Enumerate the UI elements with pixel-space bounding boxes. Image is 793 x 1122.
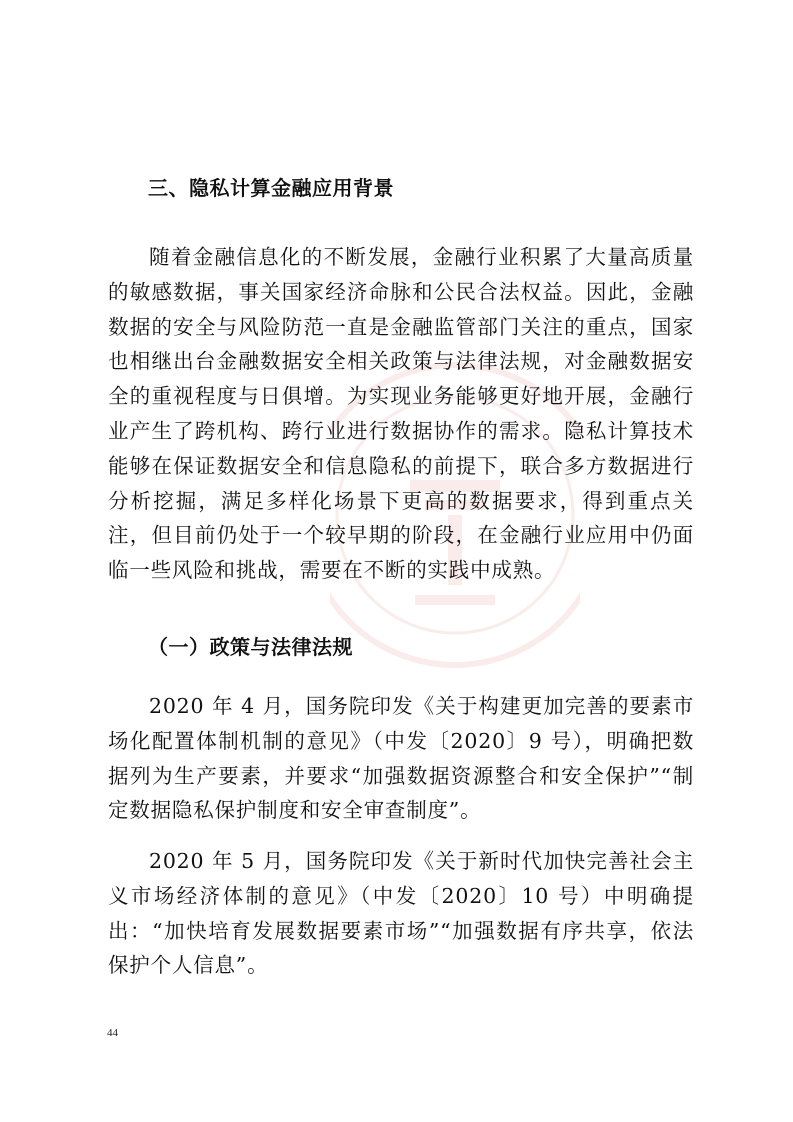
section-heading: 三、隐私计算金融应用背景 (148, 176, 394, 200)
policy-paragraph-2: 2020 年 5 月，国务院印发《关于新时代加快完善社会主义市场经济体制的意见》（中发〔2020〕10 号）中明确提出：“加快培育发展数据要素市场”“加强数据有序共享，依法保护个人信息”。 (108, 849, 694, 978)
subsection-heading: （一）政策与法律法规 (148, 635, 353, 659)
policy-paragraph-1: 2020 年 4 月，国务院印发《关于构建更加完善的要素市场化配置体制机制的意见》（中发〔2020〕9 号），明确把数据列为生产要素，并要求“加强数据资源整合和安全保护”“制定数据隐私保护制度和安全审查制度”。 (108, 694, 694, 823)
section-paragraph: 随着金融信息化的不断发展，金融行业积累了大量高质量的敏感数据，事关国家经济命脉和公民合法权益。因此，金融数据的安全与风险防范一直是金融监管部门关注的重点，国家也相继出台金融数据安全相关政策与法律法规，对金融数据安全的重视程度与日俱增。为实现业务能够更好地开展，金融行业产生了跨机构、跨行业进行数据协作的需求。隐私计算技术能够在保证数据安全和信息隐私的前提下，联合多方数据进行分析挖掘，满足多样化场景下更高的数据要求，得到重点关注，但目前仍处于一个较早期的阶段，在金融行业应用中仍面临一些风险和挑战，需要在不断的实践中成熟。 (108, 245, 694, 583)
page-number: 44 (107, 1027, 118, 1039)
